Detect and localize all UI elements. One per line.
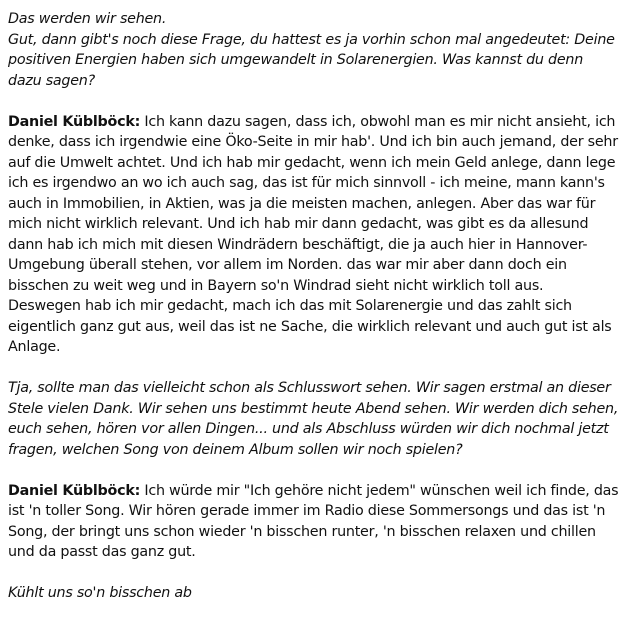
text-line: eigentlich ganz gut aus, weil das ist ne Sache, die wirklich relevant und auch gut ist als: [8, 318, 612, 335]
text-line: Gut, dann gibt's noch diese Frage, du hattest es ja vorhin schon mal angedeutet: Deine: [8, 31, 615, 48]
answer-text: Ich würde mir "Ich gehöre nicht jedem" wünschen weil ich finde, das: [140, 482, 619, 499]
interviewer-question-3: [8, 583, 618, 604]
interviewer-question-1: [8, 9, 618, 91]
text-line: Anlage.: [8, 339, 61, 355]
answer-text: Ich kann dazu sagen, dass ich, obwohl man es mir nicht ansieht, ich: [140, 113, 616, 130]
text-line: Kühlt uns so'n bisschen ab: [8, 585, 192, 601]
text-line: positiven Energien haben sich umgewandelt in Solarenergien. Was kannst du denn: [8, 52, 584, 68]
text-line: [8, 112, 618, 133]
text-line: Stele vielen Dank. Wir sehen uns bestimmt heute Abend sehen. Wir werden dich sehen,: [8, 400, 619, 417]
text-line: [8, 481, 618, 502]
text-line: auf die Umwelt achtet. Und ich hab mir gedacht, wenn ich mein Geld anlege, dann lege: [8, 154, 616, 171]
text-line: denke, dass ich irgendwie eine Öko-Seite in mir hab'. Und ich bin auch jemand, der sehr: [8, 134, 618, 150]
text-line: Umgebung überall stehen, vor allem im Norden. das war mir aber dann doch ein: [8, 257, 567, 273]
speaker-name: Daniel Küblböck:: [8, 482, 141, 499]
artist-answer-2: [8, 481, 618, 563]
interviewer-question-2: [8, 378, 618, 460]
text-line: ich es irgendwo an wo ich auch sag, das ist für mich sinnvoll - ich meine, mann kann's: [8, 175, 605, 191]
text-line: dazu sagen?: [8, 72, 95, 89]
interview-document: [8, 9, 618, 624]
text-line: Song, der bringt uns schon wieder 'n bisschen runter, 'n bisschen relaxen und chillen: [8, 523, 596, 540]
text-line: Das werden wir sehen.: [8, 11, 167, 27]
text-line: dann hab ich mich mit diesen Windrädern beschäftigt, die ja auch hier in Hannover-: [8, 236, 588, 253]
text-line: Deswegen hab ich mir gedacht, mach ich das mit Solarenergie und das zahlt sich: [8, 298, 572, 314]
text-line: auch in Immobilien, in Aktien, was ja die meisten machen, anlegen. Aber das war für: [8, 195, 596, 212]
text-line: mich nicht wirklich relevant. Und ich hab mir dann gedacht, was gibt es da allesund: [8, 216, 589, 232]
text-line: ist 'n toller Song. Wir hören gerade immer im Radio diese Sommersongs und das ist 'n: [8, 503, 606, 519]
artist-answer-1: [8, 112, 618, 358]
text-line: fragen, welchen Song von deinem Album sollen wir noch spielen?: [8, 441, 463, 458]
text-line: bisschen zu weit weg und in Bayern so'n Windrad sieht nicht wirklich toll aus.: [8, 277, 544, 294]
speaker-name: Daniel Küblböck:: [8, 113, 141, 130]
text-line: euch sehen, hören vor allen Dingen... und als Abschluss würden wir dich nochmal jetzt: [8, 421, 609, 437]
text-line: Tja, sollte man das vielleicht schon als Schlusswort sehen. Wir sagen erstmal an dieser: [8, 380, 611, 396]
text-line: und da passt das ganz gut.: [8, 544, 196, 560]
